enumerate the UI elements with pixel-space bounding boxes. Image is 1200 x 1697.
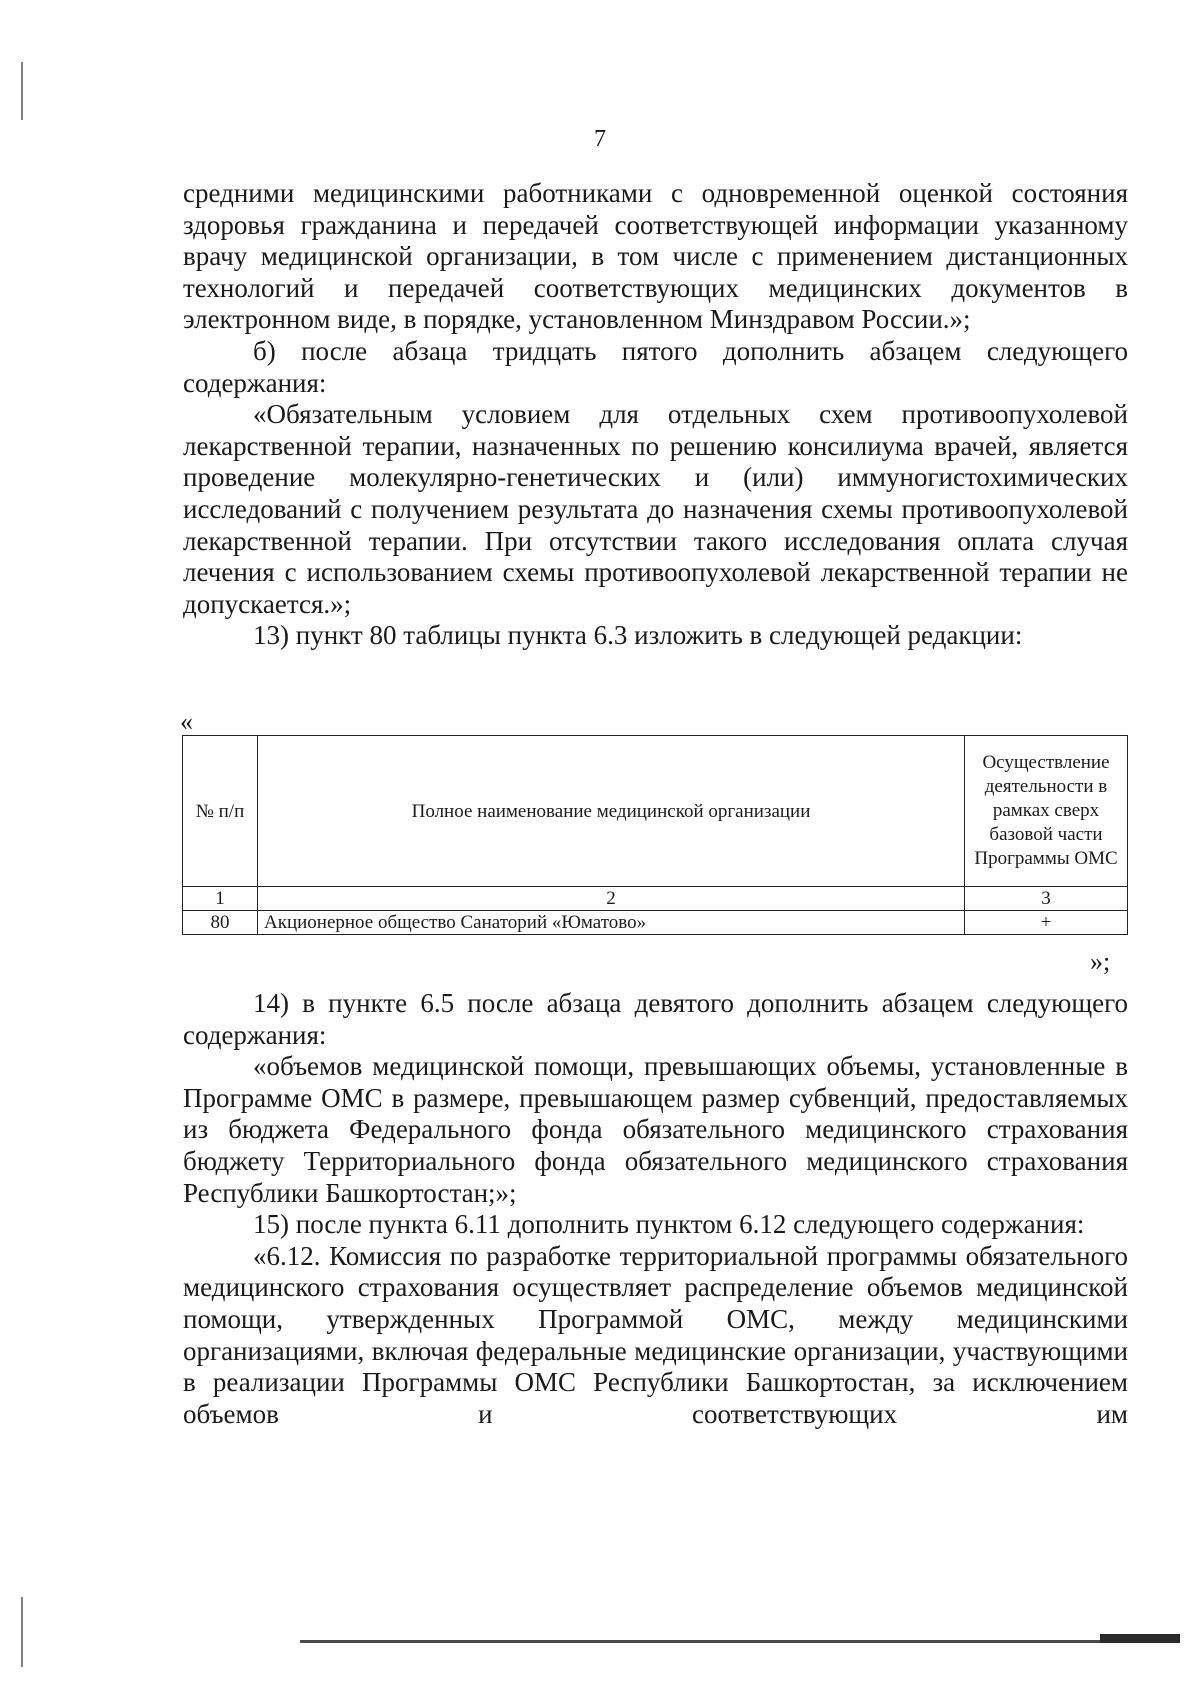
paragraph-b: б) после абзаца тридцать пятого дополнить абзацем следующего содержания: [183,335,1128,398]
table-quote-close: »; [1090,947,1111,976]
scan-edge-mark-bottom [21,1597,23,1667]
table-row [183,911,1128,935]
header-name: Полное наименование медицинской организации [258,736,965,887]
index-cell-3: 3 [965,887,1128,911]
text-block-bottom [183,988,1128,1430]
table-quote-open: « [180,707,193,736]
table-header-row [183,736,1128,887]
row-name: Акционерное общество Санаторий «Юматово» [258,911,965,935]
index-cell-1: 1 [183,887,258,911]
page-number: 7 [594,126,606,152]
paragraph-14: 14) в пункте 6.5 после абзаца девятого дополнить абзацем следующего содержания: [183,988,1128,1050]
paragraph-15: 15) после пункта 6.11 дополнить пунктом 6.12 следующего содержания: [253,1209,1085,1240]
paragraph-quote-volumes: «объемов медицинской помощи, превышающих объемы, установленные в Программе ОМС в размере, превышающем размер субвенций, предоставляемых из бюджета Федерального фонда обязательного медицинского страхования бюджету Территориального фонда обязательного медицинского страхования Республики Башкортостан;»; [183,1051,1128,1208]
header-num: № п/п [183,736,258,887]
index-cell-2: 2 [258,887,965,911]
organization-table [182,735,1128,935]
table-index-row [183,887,1128,911]
paragraph-continuation: средними медицинскими работниками с одновременной оценкой состояния здоровья гражданина и передачей соответствующей информации указанному врачу медицинской организации, в том числе с применением дистанционных технологий и передачей соответствующих медицинских документов в электронном виде, в порядке, установленном Минздравом России.»; [183,178,1128,335]
paragraph-13: 13) пункт 80 таблицы пункта 6.3 изложить в следующей редакции: [253,620,1023,651]
scan-bottom-line [300,1640,1180,1643]
row-num: 80 [183,911,258,935]
header-activity: Осуществление деятельности в рамках сверх базовой части Программы ОМС [965,736,1128,887]
scan-bottom-mark [1100,1634,1180,1643]
scan-edge-mark-top [21,62,23,120]
text-block-top [183,178,1128,652]
paragraph-quote-oncology: «Обязательным условием для отдельных схем противоопухолевой лекарственной терапии, назначенных по решению консилиума врачей, является проведение молекулярно-генетических и (или) иммуногистохимических исследований с получением результата до назначения схемы противоопухолевой лекарственной терапии. При отсутствии такого исследования оплата случая лечения с использованием схемы противоопухолевой лекарственной терапии не допускается.»; [183,399,1128,619]
paragraph-quote-612: «6.12. Комиссия по разработке территориальной программы обязательного медицинского страхования осуществляет распределение объемов медицинской помощи, утвержденных Программой ОМС, между медицинскими организациями, включая федеральные медицинские организации, участвующими в реализации Программы ОМС Республики Башкортостан, за исключением объемов и соответствующих им [183,1240,1128,1429]
row-mark: + [965,911,1128,935]
